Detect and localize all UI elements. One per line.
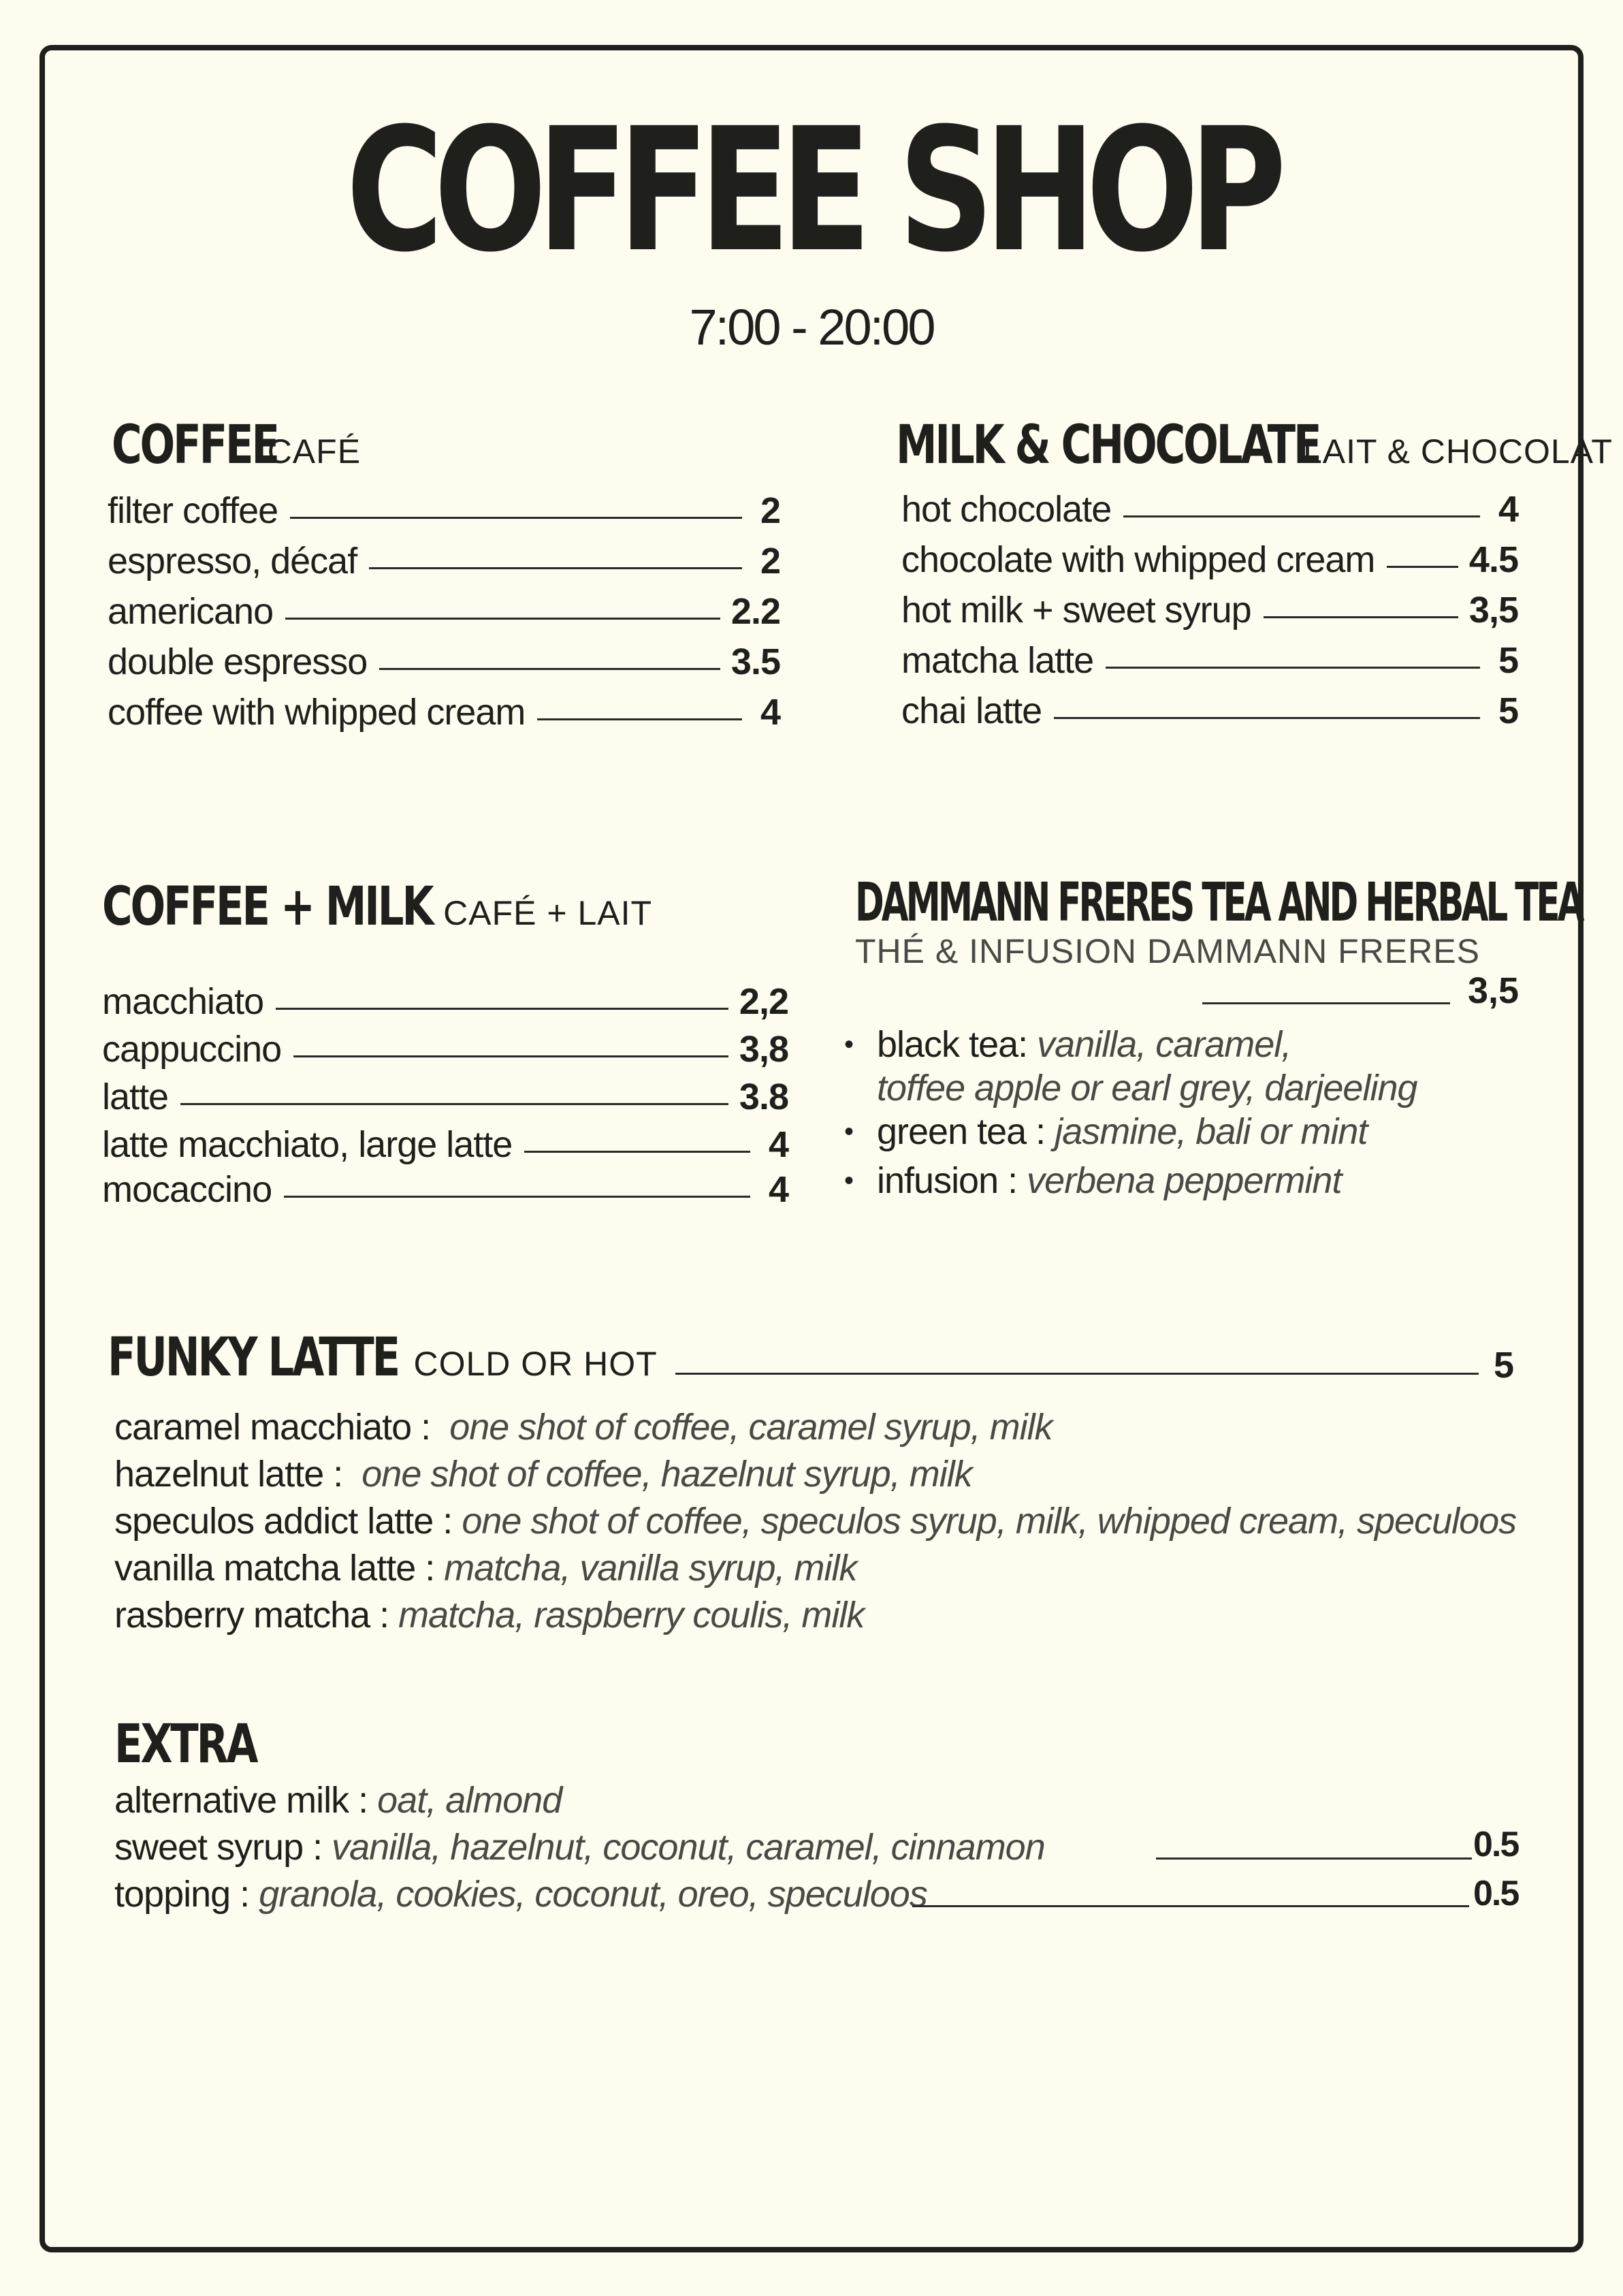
list-item: coffee with whipped cream 4: [108, 692, 780, 733]
coffee-milk-heading-sub: CAFÉ + LAIT: [443, 894, 653, 932]
list-item: macchiato 2,2: [102, 981, 788, 1022]
list-item: latte macchiato, large latte 4: [102, 1124, 788, 1165]
topping-price-leader: [912, 1905, 1469, 1907]
extra-list: [114, 1777, 1045, 1918]
list-item: caramel macchiato : one shot of coffee, caramel syrup, milk: [114, 1407, 1052, 1448]
list-item: • green tea : jasmine, bali or mint: [844, 1111, 1368, 1152]
list-item: alternative milk : oat, almond: [114, 1780, 562, 1821]
topping-price: 0.5: [1473, 1874, 1519, 1913]
syrup-price: 0.5: [1473, 1825, 1519, 1864]
list-item: mocaccino 4: [102, 1169, 788, 1210]
coffee-milk-heading-title: COFFEE + MILK: [102, 876, 432, 938]
funky-latte-heading-sub: COLD OR HOT: [413, 1345, 658, 1383]
milk-chocolate-heading-title: MILK & CHOCOLATE: [896, 415, 1320, 476]
coffee-list: [108, 485, 780, 737]
extra-heading-title: EXTRA: [114, 1714, 257, 1775]
milk-chocolate-heading-sub: LAIT & CHOCOLAT: [1303, 432, 1613, 471]
list-item: cappuccino 3,8: [102, 1029, 788, 1070]
list-item: • infusion : verbena peppermint: [844, 1160, 1342, 1201]
list-item: rasberry matcha : matcha, raspberry coulis, milk: [114, 1595, 865, 1636]
list-item: hot chocolate 4: [901, 489, 1518, 530]
tea-list: [844, 1023, 1417, 1202]
list-item: chocolate with whipped cream 4.5: [901, 539, 1518, 580]
opening-hours: 7:00 - 20:00: [689, 299, 934, 355]
coffee-heading-title: COFFEE: [112, 415, 278, 476]
list-item: topping : granola, cookies, coconut, oreo, speculoos: [114, 1874, 927, 1915]
list-item: chai latte 5: [901, 690, 1518, 731]
tea-heading-title: DAMMANN FRERES TEA AND HERBAL TEA: [855, 872, 1582, 934]
coffee-heading: [112, 411, 361, 494]
coffee-milk-heading: [102, 873, 652, 956]
list-item: hot milk + sweet syrup 3,5: [901, 590, 1518, 631]
list-item: hazelnut latte : one shot of coffee, hazelnut syrup, milk: [114, 1454, 972, 1495]
milk-chocolate-heading: [896, 411, 1613, 494]
list-item: americano 2.2: [108, 591, 780, 632]
list-item-continued: toffee apple or earl grey, darjeeling: [877, 1068, 1417, 1109]
list-item: sweet syrup : vanilla, hazelnut, coconut, caramel, cinnamon: [114, 1827, 1045, 1868]
tea-price-leader: [1202, 1002, 1450, 1004]
funky-latte-heading-title: FUNKY LATTE: [108, 1327, 399, 1388]
funky-latte-price-leader: [675, 1373, 1479, 1375]
page-title: COFFEE SHOP: [346, 91, 1277, 289]
funky-latte-list: [114, 1404, 1516, 1639]
list-item: speculos addict latte : one shot of coffee, speculos syrup, milk, whipped cream, speculoos: [114, 1501, 1517, 1542]
tea-heading-sub: THÉ & INFUSION DAMMANN FRERES: [855, 932, 1480, 970]
list-item: espresso, décaf 2: [108, 541, 780, 581]
funky-latte-heading: [108, 1324, 658, 1407]
list-item: double espresso 3.5: [108, 641, 780, 682]
coffee-heading-sub: CAFÉ: [267, 432, 361, 471]
funky-latte-price: 5: [1494, 1345, 1515, 1386]
list-item: matcha latte 5: [901, 640, 1518, 681]
milk-chocolate-list: [901, 484, 1518, 736]
syrup-price-leader: [1156, 1857, 1472, 1860]
list-item: vanilla matcha latte : matcha, vanilla syrup, milk: [114, 1548, 857, 1589]
coffee-milk-list: [102, 978, 788, 1211]
tea-price: 3,5: [1468, 970, 1520, 1011]
list-item: latte 3.8: [102, 1077, 788, 1117]
list-item: filter coffee 2: [108, 490, 780, 531]
list-item: • black tea: vanilla, caramel,: [844, 1024, 1291, 1065]
